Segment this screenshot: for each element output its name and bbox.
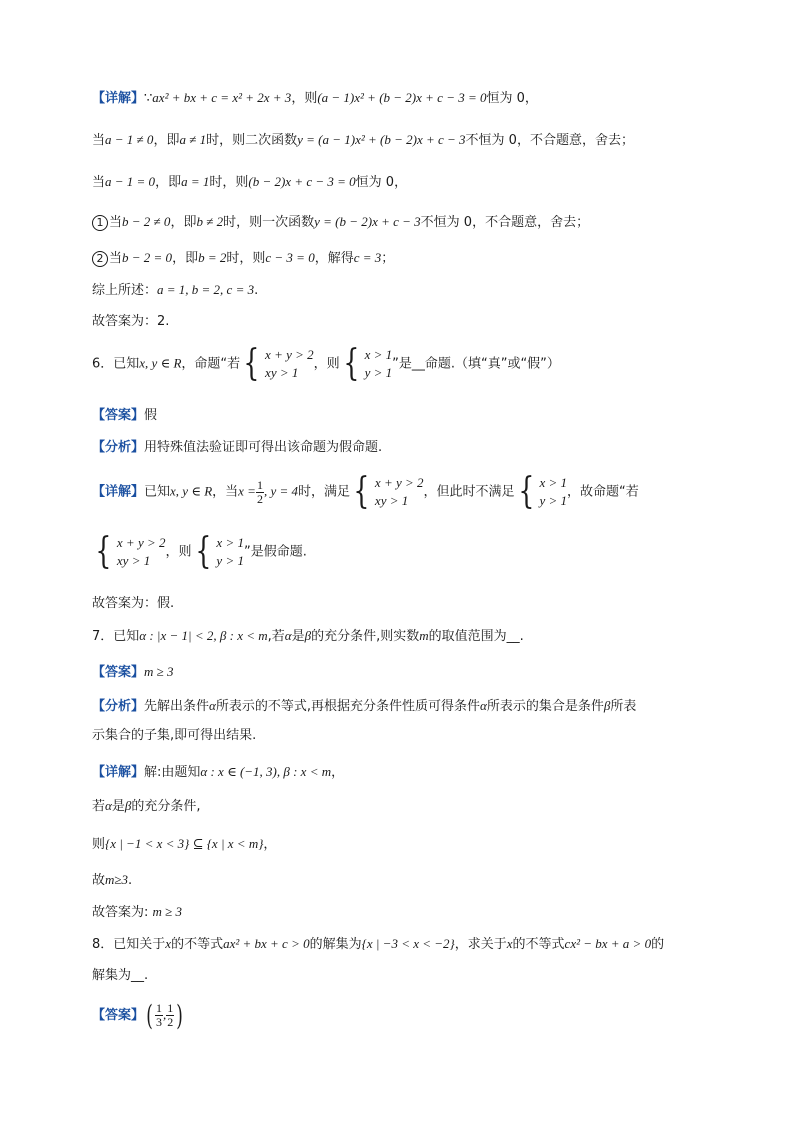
q6-answer: 【答案】假	[92, 408, 158, 423]
circled-number-2: 2	[92, 251, 108, 267]
s5-line-4: 1 当b − 2 ≠ 0，即b ≠ 2时，则一次函数y = (b − 2)x + c − 3不恒为 0，不合题意，舍去；	[92, 212, 589, 233]
q7-question: 7．已知α : |x − 1| < 2, β : x < m,若α是β的充分条件,则实数m的取值范围为__.	[92, 628, 524, 644]
equation-system: { x + y > 2 xy > 1	[353, 471, 424, 512]
q7-detail-3: 则{x | −1 < x < 3} ⊆ {x | x < m}，	[92, 836, 277, 852]
fraction: $\frac{1}{2}$	[256, 477, 263, 506]
fraction: $\frac{1}{3}$	[155, 1001, 162, 1029]
fraction: $\frac{1}{2}$	[167, 1001, 174, 1029]
equation-system: { x > 1 y > 1	[517, 471, 567, 512]
q7-detail-4: 故m≥3.	[92, 872, 133, 888]
s5-line-6: 综上所述：a = 1, b = 2, c = 3.	[92, 282, 259, 298]
q6-detail-1: 【详解】已知x, y ∈ R，当x = $\frac{1}{2}$ , y = 4时，满足 { x + y > 2 xy > 1 ，但此时不满足 { x > 1 y > 1 ，故命题“若	[92, 471, 639, 512]
brace-icon: {	[194, 531, 211, 572]
equation-system: { x + y > 2 xy > 1	[95, 531, 166, 572]
brace-icon: {	[95, 531, 112, 572]
s5-line-3: 当a − 1 = 0，即a = 1时，则(b − 2)x + c − 3 = 0恒为 0，	[92, 174, 408, 190]
equation-system: { x > 1 y > 1	[194, 531, 244, 572]
q8-question-2: 解集为__.	[92, 968, 149, 983]
q6-detail-2: { x + y > 2 xy > 1 ，则 { x > 1 y > 1 ”是假命题.	[92, 534, 307, 570]
s5-line-5: 2 当b − 2 = 0，即b = 2时，则c − 3 = 0，解得c = 3；	[92, 248, 394, 269]
q7-detail-1: 【详解】解:由题知α : x ∈ (−1, 3), β : x < m，	[92, 764, 345, 780]
q7-analysis-2: 示集合的子集,即可得出结果.	[92, 728, 257, 743]
q7-detail-2: 若α是β的充分条件,	[92, 798, 201, 814]
q7-answer: 【答案】m ≥ 3	[92, 664, 174, 680]
brace-icon: {	[343, 343, 360, 384]
equation-system: { x > 1 y > 1	[343, 343, 393, 384]
q8-question-1: 8．已知关于x的不等式ax² + bx + c > 0的解集为{x | −3 < x < −2}，求关于x的不等式cx² − bx + a > 0的	[92, 936, 665, 952]
equation-system: { x + y > 2 xy > 1	[243, 343, 314, 384]
q6-analysis: 【分析】用特殊值法验证即可得出该命题为假命题.	[92, 440, 383, 455]
circled-number-1: 1	[92, 215, 108, 231]
q6-question: 6．已知x, y ∈ R，命题“若 { x + y > 2 xy > 1 ，则 { x > 1 y > 1 ”是__命题.（填“真”或“假”）	[92, 343, 560, 384]
brace-icon: {	[517, 471, 535, 512]
brace-icon: {	[243, 343, 260, 384]
s5-answer-line: 故答案为：2.	[92, 314, 170, 329]
q6-final: 故答案为：假.	[92, 596, 175, 611]
brace-icon: {	[353, 471, 370, 512]
q7-analysis-1: 【分析】先解出条件α所表示的不等式,再根据充分条件性质可得条件α所表示的集合是条件β所表	[92, 698, 637, 714]
s5-line-1: 【详解】∵ax² + bx + c = x² + 2x + 3，则(a − 1)x² + (b − 2)x + c − 3 = 0恒为 0，	[92, 90, 538, 106]
q8-answer: 【答案】( $\frac{1}{3}$ , $\frac{1}{2}$ )	[92, 998, 183, 1032]
detail-label: 【详解】	[92, 91, 145, 106]
s5-line-2: 当a − 1 ≠ 0，即a ≠ 1时，则二次函数y = (a − 1)x² + (b − 2)x + c − 3不恒为 0，不合题意，舍去；	[92, 132, 634, 148]
q7-final: 故答案为: m ≥ 3	[92, 904, 183, 920]
